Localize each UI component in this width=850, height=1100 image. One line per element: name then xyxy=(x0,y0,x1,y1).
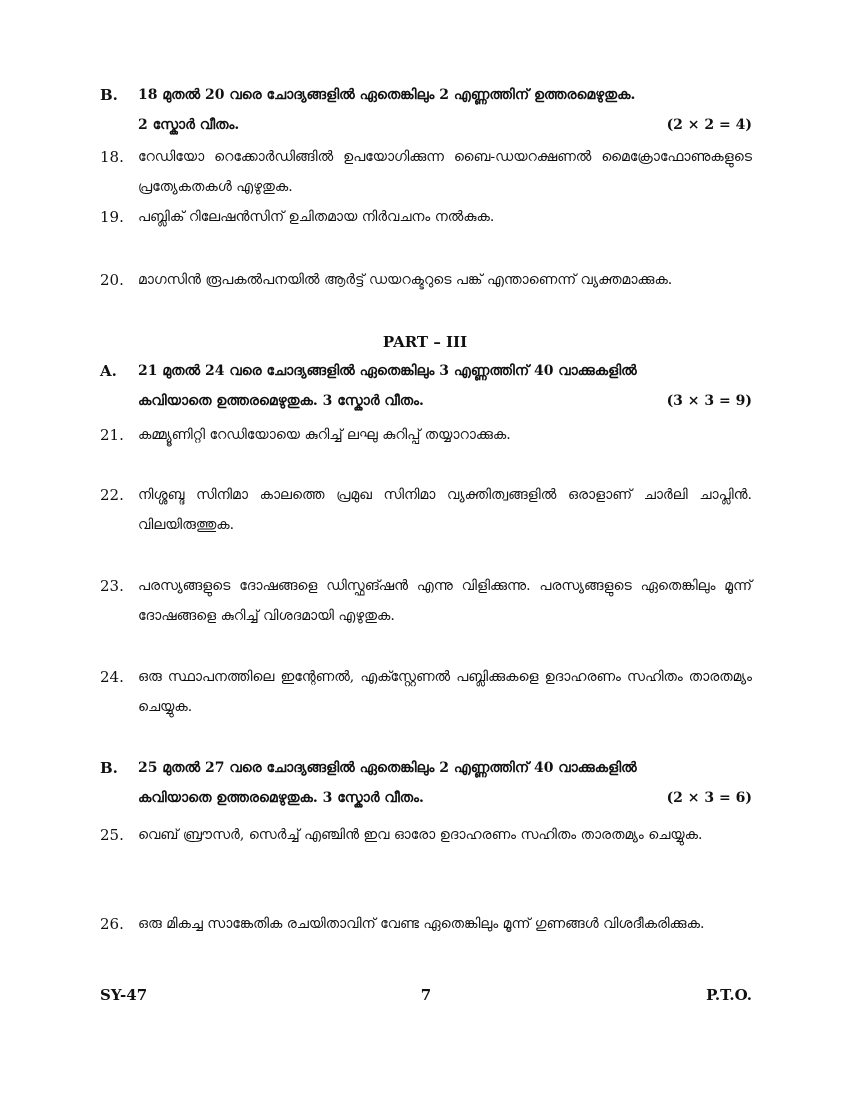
page-number: 7 xyxy=(420,986,432,1004)
instruction-line-2: കവിയാതെ ഉത്തരമെഴുതുക. 3 സ്കോർ വീതം. xyxy=(138,393,424,409)
instruction-line-2: 2 സ്കോർ വീതം. xyxy=(138,117,240,133)
section-b-instruction xyxy=(100,80,752,140)
question-number: 25. xyxy=(100,826,124,844)
question-25 xyxy=(100,820,752,850)
question-text: വെബ് ബ്രൗസർ, സെർച്ച് എഞ്ചിൻ ഇവ ഓരോ ഉദാഹരണം സഹിതം താരതമ്യം ചെയ്യുക. xyxy=(138,827,703,843)
section-a-instruction xyxy=(100,356,752,416)
question-20 xyxy=(100,265,752,295)
question-18 xyxy=(100,142,752,202)
section-label: B. xyxy=(100,759,118,777)
question-22 xyxy=(100,480,752,540)
question-text: മാഗസിൻ രൂപകൽപനയിൽ ആർട്ട് ഡയറക്ടറുടെ പങ്ക് എന്താണെന്ന് വ്യക്തമാക്കുക. xyxy=(138,272,673,288)
question-text: പരസ്യങ്ങളുടെ ദോഷങ്ങളെ ഡിസ്ഫങ്ഷൻ എന്നു വിളിക്കുന്നു. പരസ്യങ്ങളുടെ ഏതെങ്കിലും മൂന്ന് ദോഷങ്ങളെ കുറിച്ച് വിശദമായി എഴുതുക. xyxy=(138,578,752,624)
question-24 xyxy=(100,662,752,722)
section-label: B. xyxy=(100,86,118,104)
question-text: കമ്മ്യൂണിറ്റി റേഡിയോയെ കുറിച്ച് ലഘു കുറിപ്പ് തയ്യാറാക്കുക. xyxy=(138,427,511,443)
question-text: ഒരു സ്ഥാപനത്തിലെ ഇന്റേണൽ, എക്സ്റ്റേണൽ പബ്ലിക്കുകളെ ഉദാഹരണം സഹിതം താരതമ്യം ചെയ്യുക. xyxy=(138,669,752,715)
question-21 xyxy=(100,420,752,450)
question-text: റേഡിയോ റെക്കോർഡിങ്ങിൽ ഉപയോഗിക്കുന്ന ബൈ-ഡയറക്ഷണൽ മൈക്രോഫോണുകളുടെ പ്രത്യേകതകൾ എഴുതുക. xyxy=(138,149,752,195)
question-23 xyxy=(100,571,752,631)
question-19 xyxy=(100,202,752,232)
paper-code: SY-47 xyxy=(100,986,148,1004)
question-number: 19. xyxy=(100,208,124,226)
question-26 xyxy=(100,909,752,939)
part-heading: PART – III xyxy=(382,333,468,351)
question-number: 21. xyxy=(100,426,124,444)
question-number: 26. xyxy=(100,915,124,933)
instruction-line-1: 18 മുതൽ 20 വരെ ചോദ്യങ്ങളിൽ ഏതെങ്കിലും 2 എണ്ണത്തിന് ഉത്തരമെഴുതുക. xyxy=(138,87,636,103)
question-number: 20. xyxy=(100,271,124,289)
question-number: 23. xyxy=(100,577,124,595)
instruction-line-1: 25 മുതൽ 27 വരെ ചോദ്യങ്ങളിൽ ഏതെങ്കിലും 2 എണ്ണത്തിന് 40 വാക്കുകളിൽ xyxy=(138,760,637,776)
instruction-line-2: കവിയാതെ ഉത്തരമെഴുതുക. 3 സ്കോർ വീതം. xyxy=(138,790,424,806)
section-b2-instruction xyxy=(100,753,752,813)
question-text: പബ്ലിക് റിലേഷൻസിന് ഉചിതമായ നിർവചനം നൽകുക. xyxy=(138,209,495,225)
section-label: A. xyxy=(100,362,117,380)
marks-allocation: (2 × 3 = 6) xyxy=(666,790,752,806)
question-number: 18. xyxy=(100,148,124,166)
question-text: ഒരു മികച്ച സാങ്കേതിക രചയിതാവിന് വേണ്ട ഏതെങ്കിലും മൂന്ന് ഗുണങ്ങൾ വിശദീകരിക്കുക. xyxy=(138,916,705,932)
question-number: 22. xyxy=(100,486,124,504)
marks-allocation: (3 × 3 = 9) xyxy=(666,393,752,409)
please-turn-over: P.T.O. xyxy=(706,986,752,1004)
question-text: നിശ്ശബ്ദ സിനിമാ കാലത്തെ പ്രമുഖ സിനിമാ വ്യക്തിത്വങ്ങളിൽ ഒരാളാണ് ചാർലി ചാപ്ലിൻ. വിലയിരുത്തുക. xyxy=(138,487,752,533)
instruction-line-1: 21 മുതൽ 24 വരെ ചോദ്യങ്ങളിൽ ഏതെങ്കിലും 3 എണ്ണത്തിന് 40 വാക്കുകളിൽ xyxy=(138,363,637,379)
question-number: 24. xyxy=(100,668,124,686)
marks-allocation: (2 × 2 = 4) xyxy=(666,117,752,133)
